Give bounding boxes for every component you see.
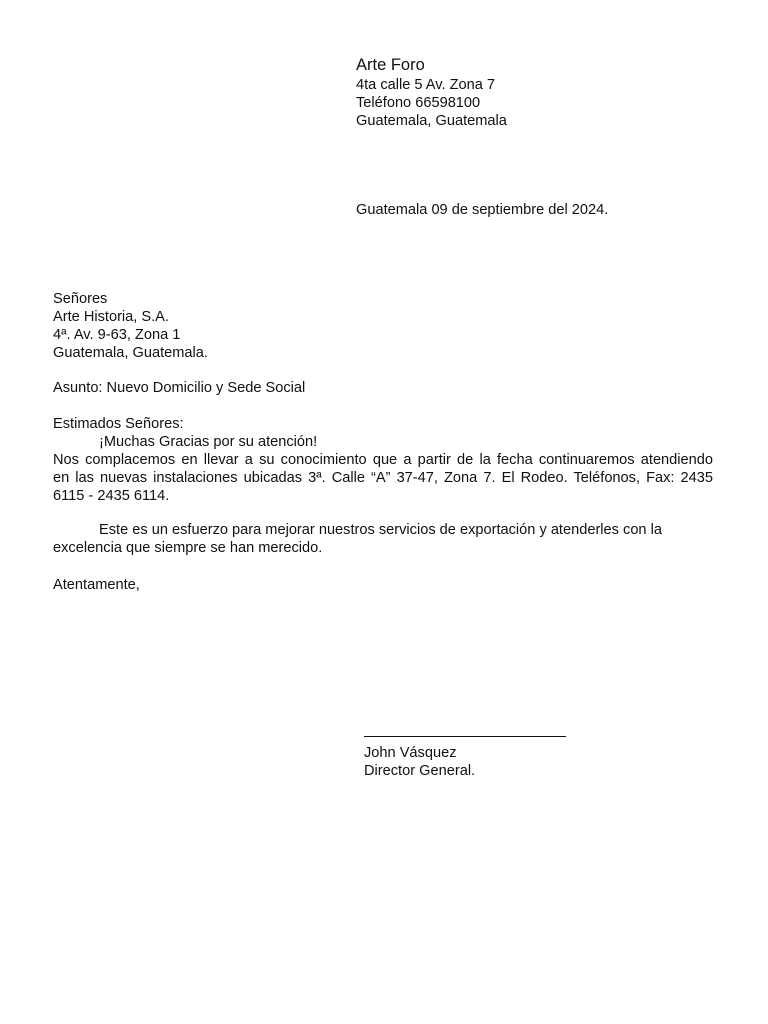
signature-line: [364, 736, 566, 737]
body-paragraph-1-line-3: 6115 - 2435 6114.: [53, 488, 170, 504]
thanks-text: ¡Muchas Gracias por su atención!: [99, 434, 318, 450]
signature-block: [364, 736, 566, 780]
body-paragraph-1-line-1: Nos complacemos en llevar a su conocimiento que a partir de la fecha continuaremos atendiendo: [53, 452, 713, 468]
sender-phone: Teléfono 66598100: [356, 95, 481, 111]
subject-line: [53, 379, 305, 397]
recipient-company-name: Arte Historia, S.A.: [53, 309, 169, 325]
subject-text: Asunto: Nuevo Domicilio y Sede Social: [53, 380, 306, 396]
sender-company-name: Arte Foro: [356, 56, 425, 74]
body-paragraph-2-line-2: excelencia que siempre se han merecido.: [53, 540, 323, 556]
date-text: Guatemala 09 de septiembre del 2024.: [356, 202, 609, 218]
closing: [53, 576, 140, 594]
body-paragraph-2: [53, 521, 713, 557]
body-paragraph-1-line-2: en las nuevas instalaciones ubicadas 3ª. Calle “A” 37-47, Zona 7. El Rodeo. Teléfonos, Fax: 2435: [53, 470, 713, 486]
sender-street-address: 4ta calle 5 Av. Zona 7: [356, 77, 496, 93]
sender-address-block: [356, 55, 507, 130]
recipient-address-block: [53, 290, 208, 362]
signatory-title: Director General.: [364, 763, 476, 779]
recipient-title: Señores: [53, 291, 108, 307]
sender-city: Guatemala, Guatemala: [356, 113, 507, 129]
thanks-line: [53, 433, 317, 451]
letter-date: [356, 201, 608, 219]
salutation: [53, 415, 184, 433]
closing-text: Atentamente,: [53, 577, 140, 593]
salutation-text: Estimados Señores:: [53, 416, 184, 432]
body-paragraph-2-line-1: Este es un esfuerzo para mejorar nuestros servicios de exportación y atenderles con la: [99, 522, 662, 538]
recipient-city: Guatemala, Guatemala.: [53, 345, 208, 361]
body-paragraph-1: [53, 451, 713, 505]
signatory-name: John Vásquez: [364, 745, 457, 761]
recipient-street-address: 4ª. Av. 9-63, Zona 1: [53, 327, 181, 343]
